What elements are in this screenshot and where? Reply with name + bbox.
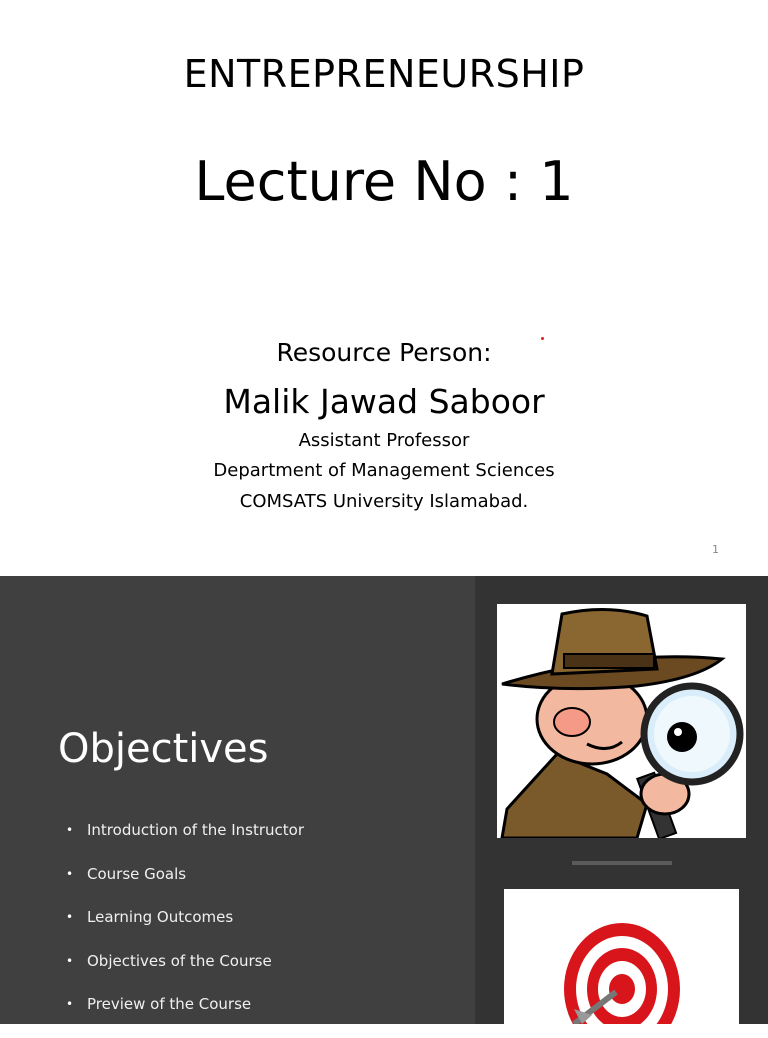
course-title: ENTREPRENEURSHIP	[183, 52, 585, 96]
list-item-text: Learning Outcomes	[87, 908, 234, 926]
list-item	[66, 907, 304, 951]
instructor-position: Assistant Professor	[298, 430, 470, 451]
target-icon	[504, 889, 739, 1024]
list-item-text: Introduction of the Instructor	[87, 821, 304, 839]
list-item-text: Course Goals	[87, 864, 187, 883]
target-image	[504, 889, 739, 1024]
objectives-slide	[0, 576, 768, 1024]
instructor-university: COMSATS University Islamabad.	[239, 491, 529, 512]
divider	[572, 861, 672, 865]
page-number: 1	[712, 543, 719, 556]
bullet-icon: •	[66, 997, 74, 1011]
detective-image	[497, 604, 746, 838]
bullet-icon: •	[66, 910, 74, 924]
list-item	[66, 994, 304, 1038]
list-item	[66, 820, 304, 864]
detective-icon	[497, 604, 746, 838]
instructor-name: Malik Jawad Saboor	[223, 382, 545, 421]
instructor-department: Department of Management Sciences	[213, 460, 555, 481]
list-item-text: Preview of the Course	[87, 995, 252, 1013]
bullet-icon: •	[66, 953, 74, 968]
list-item	[66, 864, 304, 908]
lecture-number: Lecture No : 1	[194, 150, 574, 213]
slide-heading: Objectives	[58, 726, 269, 772]
bullet-icon: •	[66, 866, 74, 881]
bullet-icon: •	[66, 823, 74, 837]
objectives-list	[66, 820, 304, 1038]
list-item	[66, 951, 304, 995]
resource-person-label: Resource Person:	[276, 338, 492, 367]
list-item-text: Objectives of the Course	[87, 951, 272, 970]
